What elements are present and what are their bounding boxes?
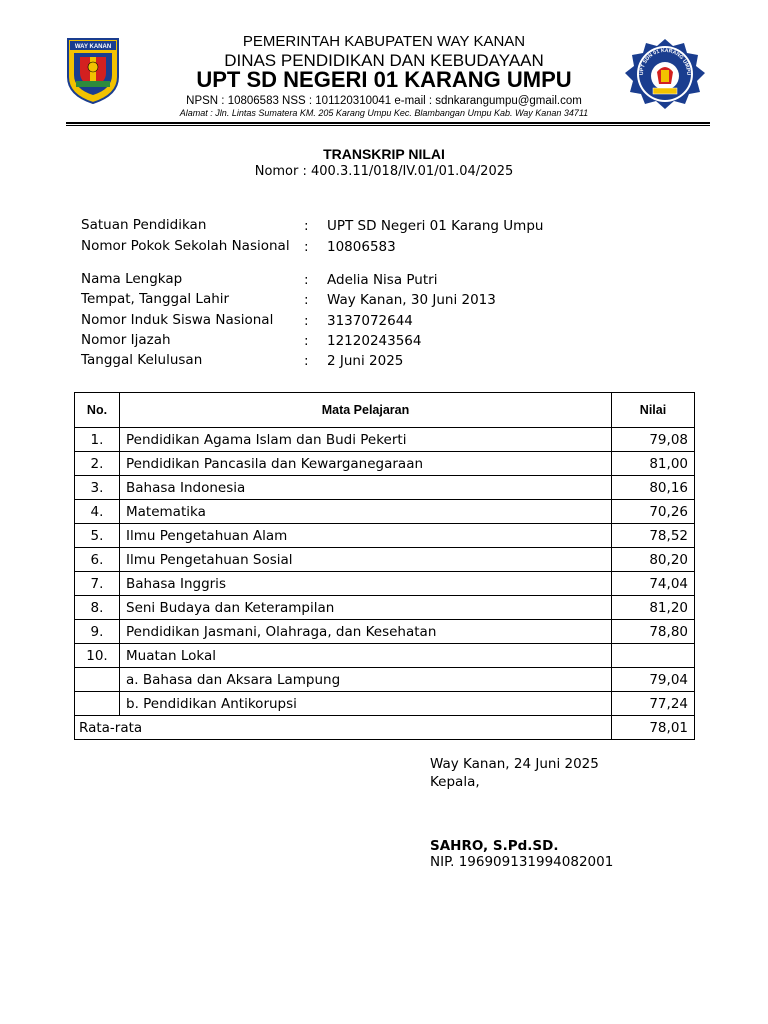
table-row bbox=[75, 428, 695, 452]
info-value-nisn: 3137072644 bbox=[327, 313, 413, 329]
info-colon: : bbox=[304, 292, 309, 308]
info-colon: : bbox=[304, 218, 309, 234]
document-title: TRANSKRIP NILAI bbox=[323, 146, 445, 162]
table-row bbox=[75, 620, 695, 644]
table-header-row bbox=[75, 393, 695, 428]
table-row bbox=[75, 500, 695, 524]
row-subject: b. Pendidikan Antikorupsi bbox=[120, 692, 612, 716]
info-value-name: Adelia Nisa Putri bbox=[327, 272, 438, 288]
row-subject: Muatan Lokal bbox=[120, 644, 612, 668]
row-no: 5. bbox=[75, 524, 120, 548]
header-government: PEMERINTAH KABUPATEN WAY KANAN bbox=[242, 33, 526, 50]
table-row bbox=[75, 452, 695, 476]
header-school-ids: NPSN : 10806583 NSS : 101120310041 e-mail : sdnkarangumpu@gmail.com bbox=[186, 95, 582, 107]
row-value: 70,26 bbox=[612, 500, 695, 524]
info-colon: : bbox=[304, 272, 309, 288]
row-no: 6. bbox=[75, 548, 120, 572]
row-subject: Bahasa Inggris bbox=[120, 572, 612, 596]
table-average-row bbox=[75, 716, 695, 740]
table-row bbox=[75, 572, 695, 596]
signature-nip: NIP. 196909131994082001 bbox=[430, 854, 614, 870]
header-department: DINAS PENDIDIKAN DAN KEBUDAYAAN bbox=[224, 51, 544, 70]
logo-left-text: WAY KANAN bbox=[74, 44, 112, 50]
info-label-nisn: Nomor Induk Siswa Nasional bbox=[81, 312, 274, 328]
grades-table bbox=[74, 392, 695, 740]
info-value-graduation: 2 Juni 2025 bbox=[327, 353, 404, 369]
info-colon: : bbox=[304, 353, 309, 369]
header-value: Nilai bbox=[612, 393, 695, 428]
table-row bbox=[75, 668, 695, 692]
row-no: 3. bbox=[75, 476, 120, 500]
info-label-school: Satuan Pendidikan bbox=[81, 217, 207, 233]
row-subject: a. Bahasa dan Aksara Lampung bbox=[120, 668, 612, 692]
row-subject: Pendidikan Jasmani, Olahraga, dan Kesehatan bbox=[120, 620, 612, 644]
info-value-diploma: 12120243564 bbox=[327, 333, 422, 349]
table-row bbox=[75, 476, 695, 500]
row-value: 78,80 bbox=[612, 620, 695, 644]
row-no: 8. bbox=[75, 596, 120, 620]
logo-right-text: UPT SDN 01 KARANG UMPU bbox=[638, 47, 692, 76]
info-colon: : bbox=[304, 239, 309, 255]
row-no: 9. bbox=[75, 620, 120, 644]
row-value: 79,08 bbox=[612, 428, 695, 452]
header-divider-thin bbox=[66, 125, 710, 126]
table-row bbox=[75, 596, 695, 620]
signature-position: Kepala, bbox=[430, 774, 480, 790]
info-value-npsn: 10806583 bbox=[327, 239, 396, 255]
info-colon: : bbox=[304, 313, 309, 329]
row-no: 10. bbox=[75, 644, 120, 668]
header-subject: Mata Pelajaran bbox=[120, 393, 612, 428]
info-label-birth: Tempat, Tanggal Lahir bbox=[81, 291, 230, 307]
row-no: 2. bbox=[75, 452, 120, 476]
row-no bbox=[75, 668, 120, 692]
row-subject: Seni Budaya dan Keterampilan bbox=[120, 596, 612, 620]
row-value bbox=[612, 644, 695, 668]
row-value: 81,20 bbox=[612, 596, 695, 620]
table-row bbox=[75, 524, 695, 548]
info-colon: : bbox=[304, 333, 309, 349]
signature-place-date: Way Kanan, 24 Juni 2025 bbox=[430, 756, 599, 772]
row-no: 1. bbox=[75, 428, 120, 452]
row-value: 78,52 bbox=[612, 524, 695, 548]
header-address: Alamat : Jln. Lintas Sumatera KM. 205 Karang Umpu Kec. Blambangan Umpu Kab. Way Kanan 34711 bbox=[179, 108, 589, 118]
row-subject: Matematika bbox=[120, 500, 612, 524]
row-no: 4. bbox=[75, 500, 120, 524]
info-value-school: UPT SD Negeri 01 Karang Umpu bbox=[327, 218, 544, 234]
info-label-graduation: Tanggal Kelulusan bbox=[81, 352, 203, 368]
row-value: 77,24 bbox=[612, 692, 695, 716]
row-subject: Pendidikan Agama Islam dan Budi Pekerti bbox=[120, 428, 612, 452]
row-no bbox=[75, 692, 120, 716]
info-label-npsn: Nomor Pokok Sekolah Nasional bbox=[81, 238, 290, 254]
average-label: Rata-rata bbox=[75, 716, 612, 740]
row-value: 80,16 bbox=[612, 476, 695, 500]
table-row bbox=[75, 644, 695, 668]
row-value: 74,04 bbox=[612, 572, 695, 596]
average-value: 78,01 bbox=[612, 716, 695, 740]
row-value: 81,00 bbox=[612, 452, 695, 476]
row-subject: Bahasa Indonesia bbox=[120, 476, 612, 500]
row-subject: Ilmu Pengetahuan Sosial bbox=[120, 548, 612, 572]
row-no: 7. bbox=[75, 572, 120, 596]
header-school-name: UPT SD NEGERI 01 KARANG UMPU bbox=[196, 67, 572, 92]
row-value: 80,20 bbox=[612, 548, 695, 572]
info-label-name: Nama Lengkap bbox=[81, 271, 183, 287]
info-value-birth: Way Kanan, 30 Juni 2013 bbox=[327, 292, 496, 308]
signature-name: SAHRO, S.Pd.SD. bbox=[430, 838, 559, 854]
table-row bbox=[75, 692, 695, 716]
row-value: 79,04 bbox=[612, 668, 695, 692]
header-no: No. bbox=[75, 393, 120, 428]
table-row bbox=[75, 548, 695, 572]
row-subject: Pendidikan Pancasila dan Kewarganegaraan bbox=[120, 452, 612, 476]
row-subject: Ilmu Pengetahuan Alam bbox=[120, 524, 612, 548]
document-number: Nomor : 400.3.11/018/IV.01/01.04/2025 bbox=[254, 164, 514, 179]
info-label-diploma: Nomor Ijazah bbox=[81, 332, 171, 348]
header-divider-thick bbox=[66, 122, 710, 124]
